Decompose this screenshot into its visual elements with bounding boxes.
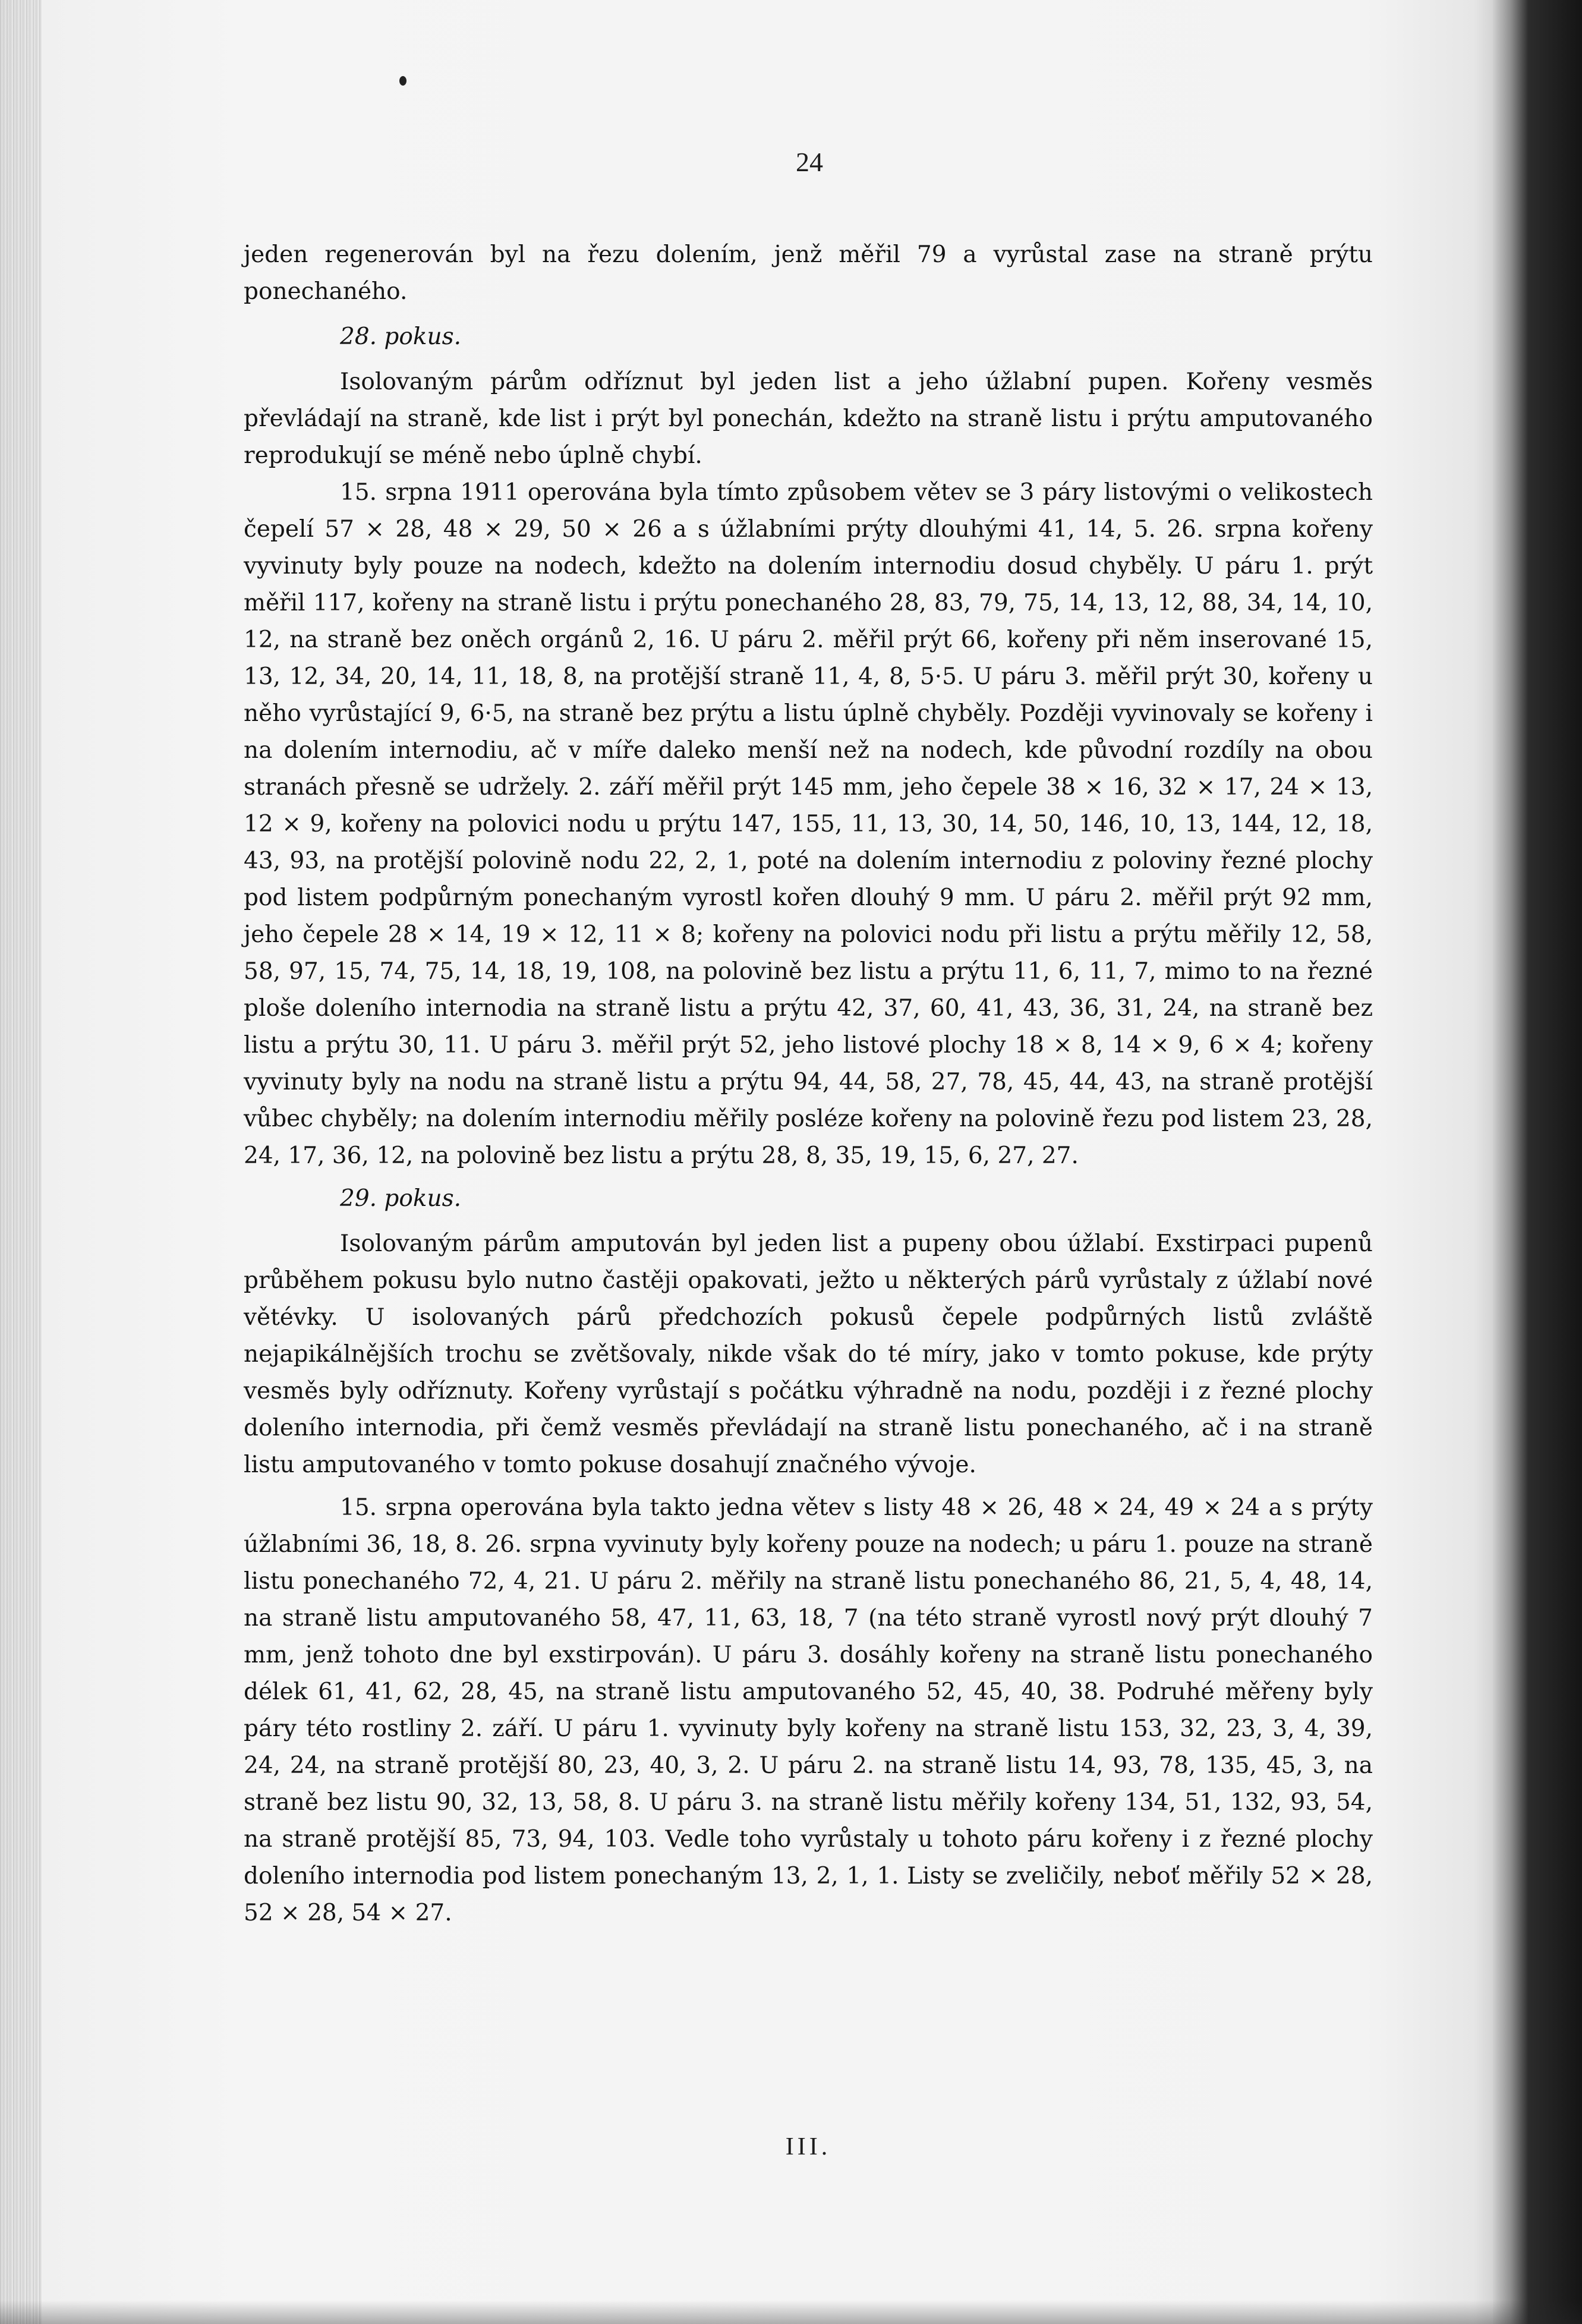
paragraph-29-results: 15. srpna operována byla takto jedna větev s listy 48 × 26, 48 × 24, 49 × 24 a s prýty úžlabními 36, 18, 8. 26. srpna vyvinuty byly kořeny pouze na nodech; u páru 1. pouze na straně listu ponechaného 72, 4, 21. U páru 2. měřily na straně listu ponechaného 86, 21, 5, 4, 48, 14, na straně listu amputovaného 58, 47, 11, 63, 18, 7 (na této straně vyrostl nový prýt dlouhý 7 mm, jenž tohoto dne byl exstirpován). U páru 3. dosáhly kořeny na straně listu ponechaného délek 61, 41, 62, 28, 45, na straně listu amputovaného 52, 45, 40, 38. Podruhé měřeny byly páry této rostliny 2. září. U páru 1. vyvinuty byly kořeny na straně listu 153, 32, 23, 3, 4, 39, 24, 24, na straně protější 80, 23, 40, 3, 2. U páru 2. na straně listu 14, 93, 78, 135, 45, 3, na straně bez listu 90, 32, 13, 58, 8. U páru 3. na straně listu měřily kořeny 134, 51, 132, 93, 54, na straně protější 85, 73, 94, 103. Vedle toho vyrůstaly u tohoto páru kořeny i z řezné plochy doleního internodia pod listem ponechaným 13, 2, 1, 1. Listy se zveličily, neboť měřily 52 × 28, 52 × 28, 54 × 27. <box>244 1494 1373 1926</box>
paragraph-29-intro: Isolovaným párům amputován byl jeden list a pupeny obou úžlabí. Exstirpaci pupenů průběhem pokusu bylo nutno častěji opakovati, ježto u některých párů vyrůstaly z úžlabí nové větévky. U isolovaných párů předchozích pokusů čepele podpůrných listů zvláště nejapikálnějších trochu se zvětšovaly, nikde však do té míry, jako v tomto pokuse, kde prýty vesměs byly odříznuty. Kořeny vyrůstají s počátku výhradně na nodu, později i z řezné plochy doleního internodia, při čemž vesměs převládají na straně listu ponechaného, ač i na straně listu amputovaného v tomto pokuse dosahují značného vývoje. <box>244 1230 1373 1478</box>
page-number: 24 <box>796 147 823 177</box>
paragraph-continuation: jeden regenerován byl na řezu dolením, jenž měřil 79 a vyrůstal zase na straně prýtu ponechaného. <box>244 241 1373 305</box>
section-heading-29: 29. pokus. <box>340 1185 462 1212</box>
ink-dot <box>399 76 406 86</box>
page-bottom-edge <box>0 2300 1582 2324</box>
paragraph-28-intro: Isolovaným párům odříznut byl jeden list a jeho úžlabní pupen. Kořeny vesměs převládají na straně, kde list i prýt byl ponechán, kdežto na straně listu i prýtu amputovaného reprodukují se méně nebo úplně chybí. <box>244 369 1373 469</box>
page-left-edge <box>0 0 42 2324</box>
paragraph-28-results: 15. srpna 1911 operována byla tímto způsobem větev se 3 páry listovými o velikostech čepelí 57 × 28, 48 × 29, 50 × 26 a s úžlabními prýty dlouhými 41, 14, 5. 26. srpna kořeny vyvinuty byly pouze na nodech, kdežto na dolením internodiu dosud chyběly. U páru 1. prýt měřil 117, kořeny na straně listu i prýtu ponechaného 28, 83, 79, 75, 14, 13, 12, 88, 34, 14, 10, 12, na straně bez oněch orgánů 2, 16. U páru 2. měřil prýt 66, kořeny při něm inserované 15, 13, 12, 34, 20, 14, 11, 18, 8, na protější straně 11, 4, 8, 5·5. U páru 3. měřil prýt 30, kořeny u něho vyrůstající 9, 6·5, na straně bez prýtu a listu úplně chyběly. Později vyvinovaly se kořeny i na dolením internodiu, ač v míře daleko menší než na nodech, kde původní rozdíly na obou stranách přesně se udržely. 2. září měřil prýt 145 mm, jeho čepele 38 × 16, 32 × 17, 24 × 13, 12 × 9, kořeny na polovici nodu u prýtu 147, 155, 11, 13, 30, 14, 50, 146, 10, 13, 144, 12, 18, 43, 93, na protější polovině nodu 22, 2, 1, poté na dolením internodiu z poloviny řezné plochy pod listem podpůrným ponechaným vyrostl kořen dlouhý 9 mm. U páru 2. měřil prýt 92 mm, jeho čepele 28 × 14, 19 × 12, 11 × 8; kořeny na polovici nodu při listu a prýtu měřily 12, 58, 58, 97, 15, 74, 75, 14, 18, 19, 108, na polovině bez listu a prýtu 11, 6, 11, 7, mimo to na řezné ploše doleního internodia na straně listu a prýtu 42, 37, 60, 41, 43, 36, 31, 24, na straně bez listu a prýtu 30, 11. U páru 3. měřil prýt 52, jeho listové plochy 18 × 8, 14 × 9, 6 × 4; kořeny vyvinuty byly na nodu na straně listu a prýtu 94, 44, 58, 27, 78, 45, 44, 43, na straně protější vůbec chyběly; na dolením internodiu měřily posléze kořeny na polovině řezu pod listem 23, 28, 24, 17, 36, 12, na polovině bez listu a prýtu 28, 8, 35, 19, 15, 6, 27, 27. <box>244 479 1373 1169</box>
printer-signature-mark: III. <box>785 2133 831 2161</box>
section-heading-28: 28. pokus. <box>340 323 462 350</box>
body-text <box>244 237 1373 1932</box>
page-right-shadow <box>1493 0 1582 2324</box>
